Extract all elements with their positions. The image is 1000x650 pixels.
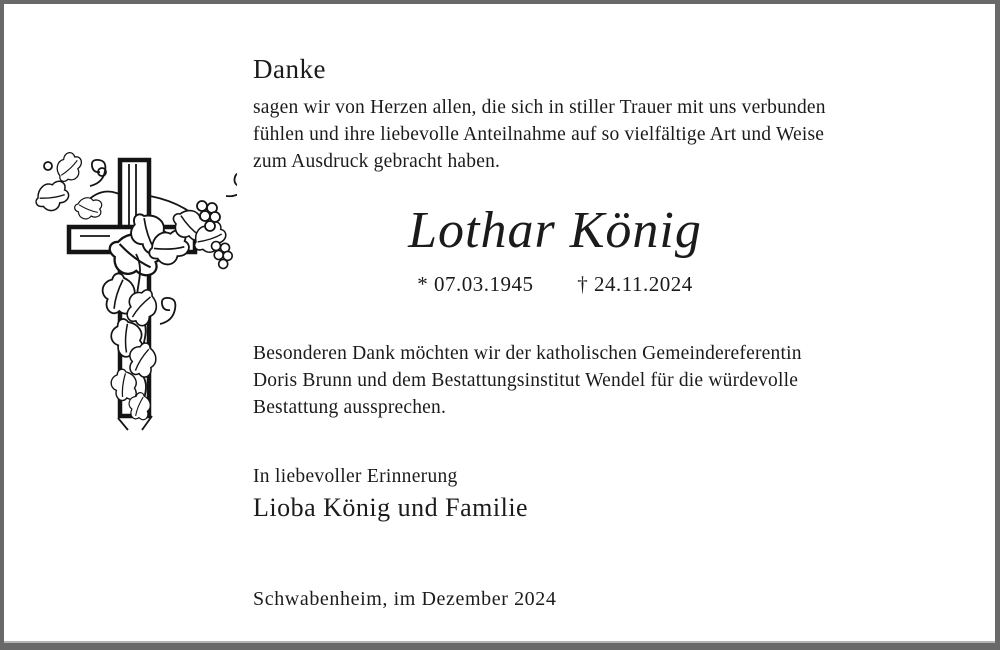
remembrance-line: In liebevoller Erinnerung: [253, 466, 458, 487]
thanks-line-1: Besonderen Dank möchten wir der katholischen Gemeindereferentin: [253, 343, 802, 364]
birth-date: * 07.03.1945: [417, 272, 534, 296]
thanks-paragraph: [253, 340, 802, 421]
name-block: [259, 202, 851, 297]
intro-line-3: zum Ausdruck gebracht haben.: [253, 151, 501, 172]
death-date: † 24.11.2024: [577, 272, 693, 296]
intro-line-2: fühlen und ihre liebevolle Anteilnahme auf so vielfältige Art und Weise: [253, 124, 825, 145]
thanks-line-3: Bestattung aussprechen.: [253, 397, 447, 418]
thanks-line-2: Doris Brunn und dem Bestattungsinstitut Wendel für die würdevolle: [253, 370, 799, 391]
intro-paragraph: [253, 94, 826, 175]
heading-danke: Danke: [253, 54, 326, 84]
life-dates: [259, 272, 851, 297]
intro-line-1: sagen wir von Herzen allen, die sich in stiller Trauer mit uns verbunden: [253, 97, 826, 118]
place-and-date: Schwabenheim, im Dezember 2024: [253, 588, 557, 610]
family-signature: Lioba König und Familie: [253, 493, 529, 522]
cross-with-grapevine-icon: [32, 146, 237, 434]
deceased-name: Lothar König: [408, 202, 702, 259]
